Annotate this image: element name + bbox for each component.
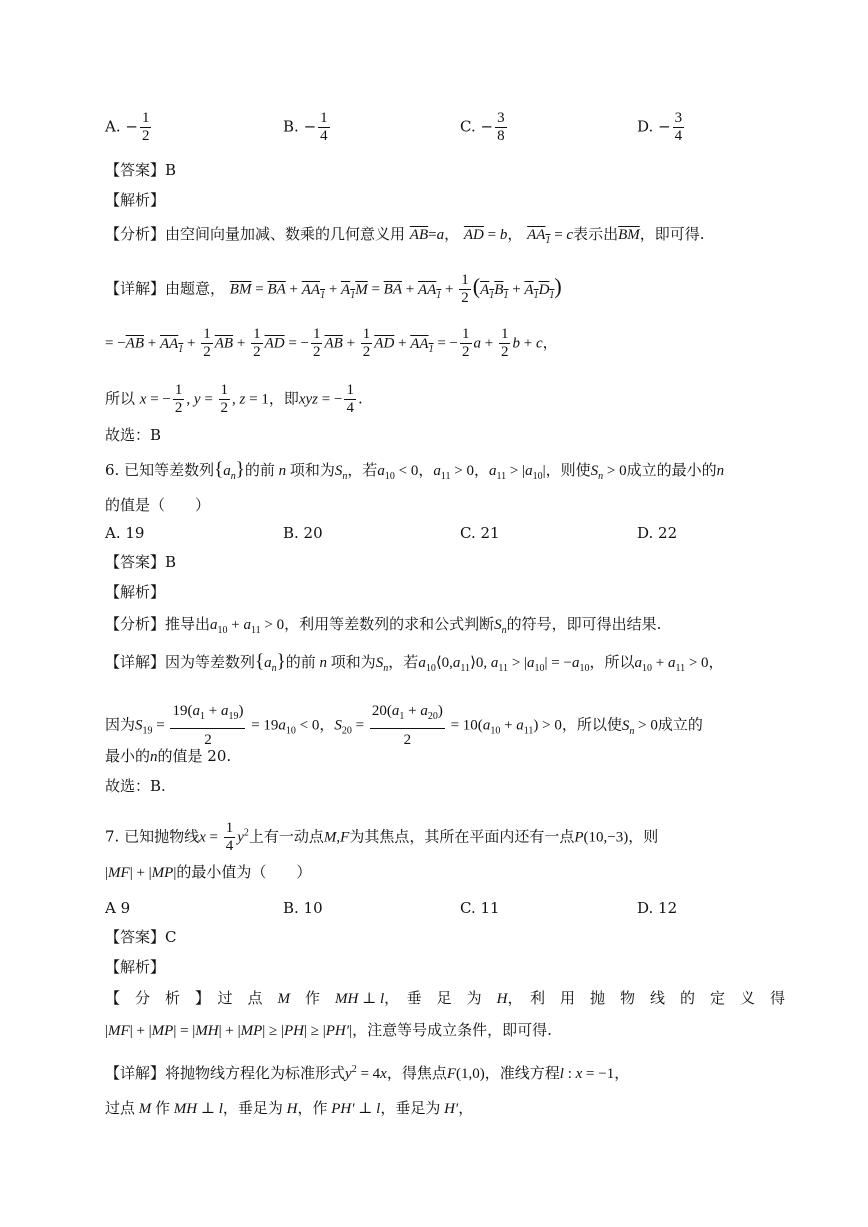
text: ，注意等号成立条件，即可得.	[352, 1021, 552, 1039]
text: 项和为	[330, 653, 376, 671]
numerator: 1	[141, 110, 150, 126]
numerator: 1	[320, 110, 328, 126]
text: ，若	[388, 653, 419, 671]
text: ，则	[628, 827, 659, 846]
fraction	[140, 110, 152, 145]
text: 【分析】推导出	[105, 615, 211, 633]
text: 6. 已知等差数列	[105, 461, 215, 479]
option-letter: D.	[637, 117, 654, 136]
text: 为其焦点，其所在平面内还有一点	[349, 827, 575, 846]
q5-xiangjie-line1: 【详解】由题意， $\overline{BM} = \overline{BA} + AA_1 + A_1M = \overline{BA} + AA_1$ + $\frac{1}{2}$ $(A_1B_1 + A_1D_1)$	[105, 272, 562, 306]
text: ，利用等差数列的求和公式判断	[284, 615, 495, 633]
text: 成立的最小的	[626, 461, 717, 479]
q7-fenxi-line2: |MF| + |MP| = |MH| + |MP| ≥ |PH| ≥ |PH′|，注意等号成立条件，即可得.	[105, 1021, 552, 1039]
text: 所以	[105, 389, 136, 408]
q5-option-d	[637, 110, 686, 145]
math: $\overline{AD}$	[463, 227, 484, 243]
text: ，即	[268, 389, 299, 408]
q6-option-a: A. 19	[105, 524, 145, 542]
text: 作	[155, 1099, 171, 1117]
q5-suoyi: 所以 x = − $\frac{1}{2}$ , y = $\frac{1}{2}$ , z = 1，即xyz = − $\frac{1}{4}$ .	[105, 382, 363, 416]
text: 最小的	[105, 747, 151, 765]
math: $\overline{AB}$	[409, 227, 429, 243]
numerator: 3	[497, 110, 505, 126]
q5-option-b	[283, 110, 332, 145]
q5-option-c	[460, 110, 509, 145]
text: 的最小值为（ ）	[176, 863, 312, 881]
text: 【分析】由空间向量加减、数乘的几何意义用	[105, 225, 406, 243]
denominator: 4	[320, 128, 328, 144]
numerator: 3	[674, 110, 683, 126]
q5-jiexi: 【解析】	[105, 191, 166, 209]
q5-option-a	[105, 110, 153, 145]
q7-fenxi-line1: 【 分 析 】 过 点 M 作 MH ⊥ l， 垂 足 为 H， 利 用 抛 物 线 的 定 义 得	[105, 989, 786, 1007]
text: 【详解】因为等差数列	[105, 653, 256, 671]
minus-sign: −	[303, 117, 317, 136]
q5-xiangjie-line2: = $-\overline{AB} + AA_1$ + $\frac{1}{2}$ $\overline{AB}$ + $\frac{1}{2}$ $\overline{AD}$ = − $\frac{1}{2}$ $\overline{AB}$ + $\frac{1}{2}$ $\overline{AD} + AA_1$ = − $\frac{1}{2}$ a + $\frac{1}{2}$ b + c，	[105, 326, 558, 360]
q5-fenxi: 【分析】由空间向量加减、数乘的几何意义用 $\overline{AB}=a$， $\overline{AD} = b$， $AA_1 = c$表示出$\overline{BM}$，即可得.	[105, 225, 705, 246]
minus-sign: −	[658, 117, 671, 136]
text: ，垂足为	[222, 1099, 283, 1117]
q7-option-d: D. 12	[637, 899, 678, 917]
q6-answer: 【答案】B	[105, 553, 177, 571]
text: 【详解】将抛物线方程化为标准形式	[105, 1064, 346, 1082]
text: 的前	[285, 653, 316, 671]
q6-xiangjie-line2: 因为$S_{19}$ = $\frac{19(a_1 + a_{19})}{2}$ = $19a_{10} < 0$，$S_{20}$ = $\frac{20(a_1 + a_{20})}{2}$ = $10(a_{10} + a_{11}) > 0$，所以使$S_n > 0$成立的	[105, 700, 703, 751]
math: $\overline{BM}$	[618, 227, 640, 243]
text: 表示出	[573, 225, 619, 243]
text: ，准线方程	[484, 1064, 560, 1082]
option-letter: B.	[283, 117, 299, 136]
text: ，作	[297, 1099, 328, 1117]
denominator: 2	[141, 128, 150, 144]
q6-jiexi: 【解析】	[105, 583, 166, 601]
q6-option-c: C. 21	[460, 524, 500, 542]
text: 过点	[105, 1099, 136, 1117]
text: 成立的	[657, 715, 703, 734]
math: $AA_1$	[527, 227, 551, 246]
text: 项和为	[289, 461, 335, 479]
q6-xiangjie-line1: 【详解】因为等差数列$\{a_n\}$的前 n 项和为$S_n$，若$a_{10}⟨0,a_{11}⟩0$, $a_{11} > |a_{10}| = -a_{10}$，所以$a_{10} + a_{11} > 0$，	[105, 651, 724, 674]
text: ，垂足为	[380, 1099, 441, 1117]
text: ，则使	[545, 461, 591, 479]
text: ， 垂 足 为	[384, 989, 497, 1007]
q7-answer: 【答案】C	[105, 928, 177, 946]
text: ， 利 用 抛 物 线 的 定 义 得	[507, 989, 786, 1007]
text: 的值是 20.	[157, 747, 232, 765]
text: 7. 已知抛物线	[105, 827, 200, 846]
fraction	[673, 110, 685, 145]
q7-stem-line2: |MF| + |MP|的最小值为（ ）	[105, 863, 312, 881]
q7-xiangjie-line1: 【详解】将抛物线方程化为标准形式$y^2 = 4x$，得焦点F(1,0)，准线方程l : x = −1，	[105, 1064, 630, 1082]
text: ，得焦点	[386, 1064, 447, 1082]
minus-sign: −	[125, 117, 138, 136]
option-letter: A.	[105, 117, 121, 136]
text: 作	[290, 989, 336, 1007]
text: 【详解】由题意，	[105, 279, 226, 298]
text: 【 分 析 】 过 点	[105, 989, 278, 1007]
denominator: 4	[674, 128, 683, 144]
q6-option-d: D. 22	[637, 524, 678, 542]
text: ，即可得.	[639, 225, 705, 243]
text: 因为	[105, 715, 136, 734]
text: ，若	[347, 461, 378, 479]
text: ，所以使	[561, 715, 622, 734]
q7-option-c: C. 11	[460, 899, 500, 917]
q6-option-b: B. 20	[283, 524, 323, 542]
q7-stem-line1: 7. 已知抛物线x = $\frac{1}{4}$ $y^2$上有一动点M,F为其焦点，其所在平面内还有一点P(10,−3)，则	[105, 820, 659, 854]
q6-guxuan: 故选：B.	[105, 777, 166, 795]
text: 的符号，即可得出结果.	[506, 615, 662, 633]
text: ，所以	[589, 653, 635, 671]
fraction	[495, 110, 507, 145]
q6-fenxi: 【分析】推导出$a_{10} + a_{11} > 0$，利用等差数列的求和公式判断$S_n$的符号，即可得出结果.	[105, 615, 662, 636]
option-letter: C.	[460, 117, 476, 136]
q6-stem-line2: 的值是（ ）	[105, 496, 211, 514]
fraction	[318, 110, 330, 145]
q7-option-a: A 9	[105, 899, 131, 917]
q7-xiangjie-line2: 过点 M 作 MH ⊥ l，垂足为 H，作 PH′ ⊥ l，垂足为 H′，	[105, 1099, 474, 1117]
text: 的前	[244, 461, 275, 479]
q5-answer: 【答案】B	[105, 161, 177, 179]
q7-option-b: B. 10	[283, 899, 323, 917]
q6-stem-line1: 6. 已知等差数列$\{a_n\}$的前 n 项和为$S_n$，若$a_{10} < 0$，$a_{11} > 0$，$a_{11} > |a_{10}|$，则使$S_n > 0$成立的最小的n	[105, 459, 725, 482]
q7-jiexi: 【解析】	[105, 958, 166, 976]
text: 上有一动点	[248, 827, 324, 846]
q5-guxuan: 故选：B	[105, 426, 162, 444]
q6-xiangjie-line3: 最小的n的值是 20.	[105, 747, 232, 765]
minus-sign: −	[480, 117, 494, 136]
denominator: 8	[497, 128, 505, 144]
